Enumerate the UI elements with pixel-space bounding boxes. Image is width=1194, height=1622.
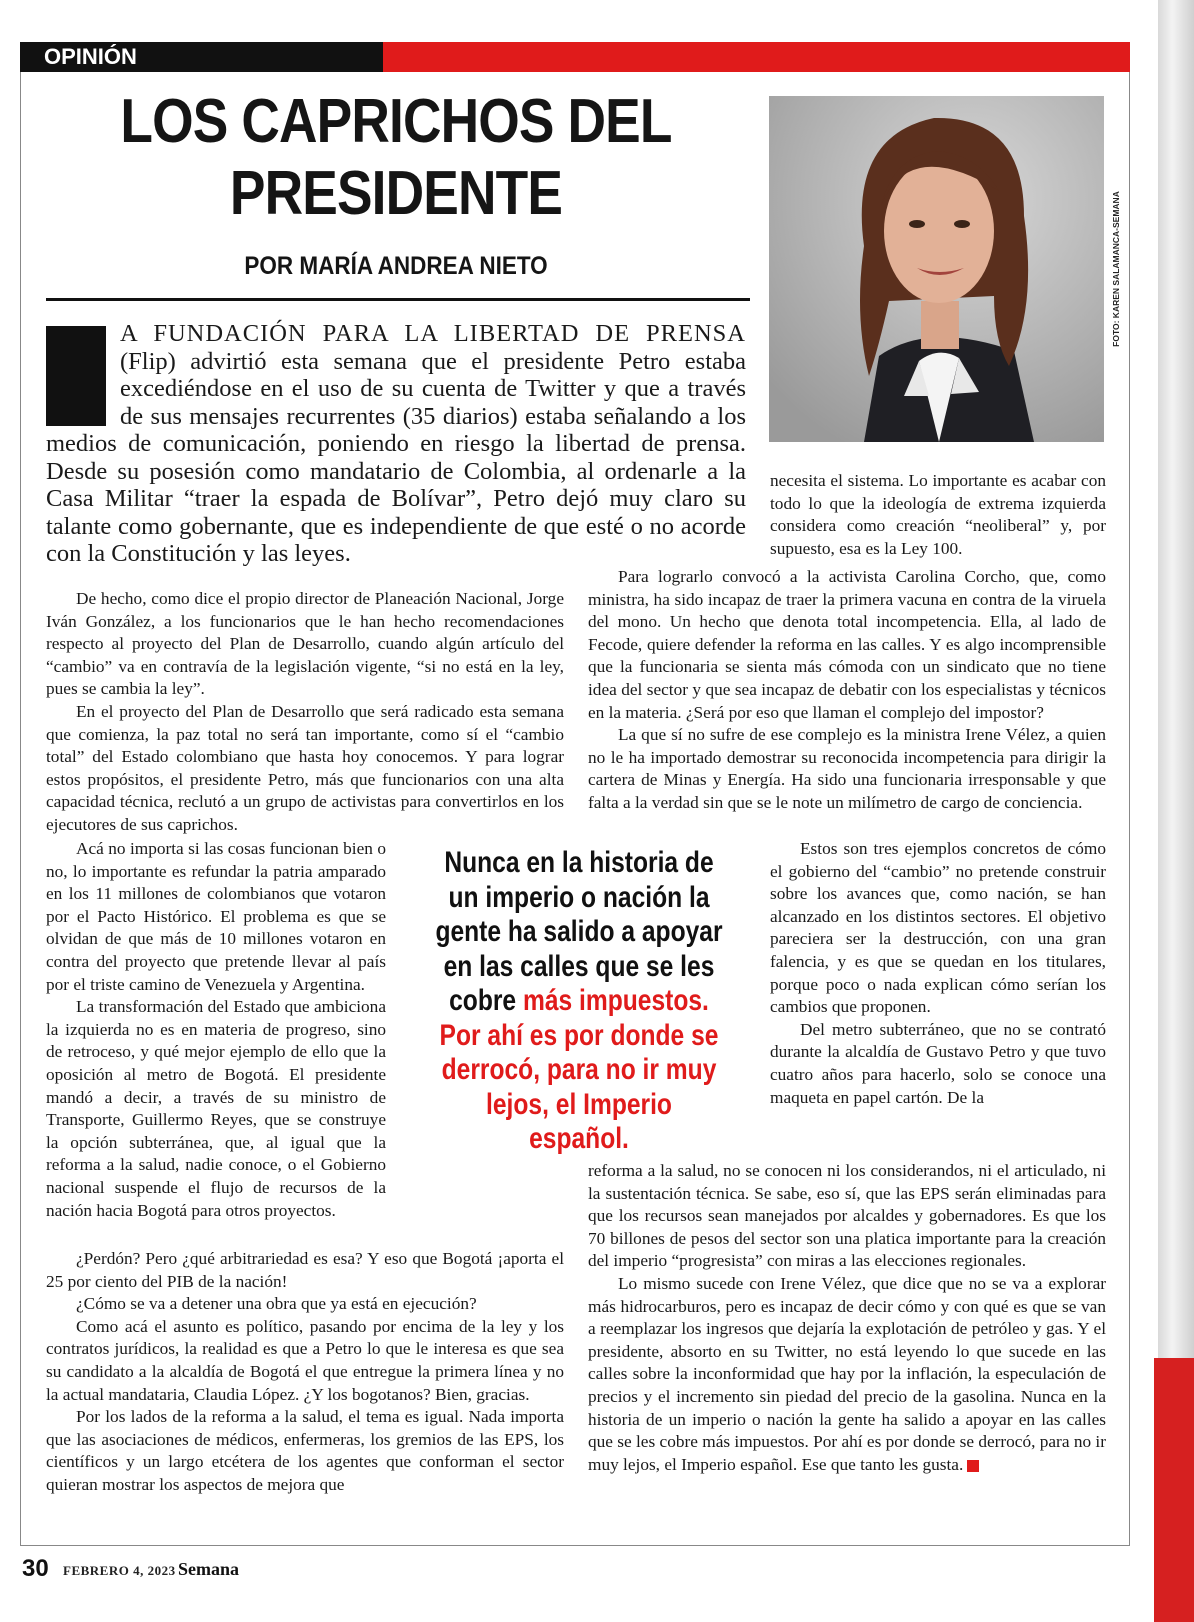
magazine-name: Semana [178,1559,240,1579]
author-photo [769,96,1104,442]
pull-quote-red: más impuestos. Por ahí es por donde se derrocó, para no ir muy lejos, el Imperio español. [439,984,719,1155]
column-left-mid [46,838,386,1220]
section-tag: OPINIÓN [20,42,383,72]
photo-credit [1108,96,1124,442]
drop-cap-L [46,326,106,426]
paragraph: ¿Perdón? Pero ¿qué arbitrariedad es esa? Y eso que Bogotá ¡aporta el 25 por ciento del PIB de la nación! [46,1249,564,1291]
column-right-top [770,470,1106,560]
intro-caps: A FUNDACIÓN PARA LA LIBERTAD DE PRENSA [120,320,746,347]
paragraph: La que sí no sufre de ese complejo es la ministra Irene Vélez, a quien no le ha importado demostrar su reconocida incompetencia para dirigir la cartera de Minas y Energía. Ha sido una funcionaria irresponsable y que falta a la verdad sin que se le note un milímetro de cargo de conciencia. [588,725,1106,812]
paragraph: Acá no importa si las cosas funcionan bien o no, lo importante es refundar la patria amparado en los 11 millones de colombianos que votaron por el Pacto Histórico. El problema es que se olvidan de que más de 10 millones votaron en contra del proyecto que pretende llevar al país por el triste camino de Venezuela y Argentina. [46,839,386,994]
pull-quote [434,846,724,1157]
column-middle-top [588,566,1106,815]
end-mark-icon [967,1460,979,1472]
byline: POR MARÍA ANDREA NIETO [244,252,548,280]
paragraph: necesita el sistema. Lo importante es acabar con todo lo que la ideología de extrema izquierda considera como creación “neoliberal” y, por supuesto, esa es la Ley 100. [770,471,1106,558]
paragraph: En el proyecto del Plan de Desarrollo que será radicado esta semana que comienza, la paz total no será tan importante, como sí el “cambio total” del Estado colombiano que hasta hoy conocemos. Y para lograr estos propósitos, el presidente Petro, más que funcionarios con una alta capacidad técnica, reclutó a un grupo de activistas para convertirlos en los ejecutores de sus caprichos. [46,701,564,834]
issue-date: FEBRERO 4, 2023 [63,1563,176,1578]
next-page-red-edge [1154,1358,1194,1622]
paragraph: ¿Cómo se va a detener una obra que ya está en ejecución? [76,1294,477,1314]
paragraph: Como acá el asunto es político, pasando por encima de la ley y los contratos jurídicos, la realidad es que a Petro lo que le interesa es que sea su candidato a la alcaldía de Bogotá el que entregue la primera línea y no la actual mandataria, Claudia López. ¿Y los bogotanos? Bien, gracias. [46,1316,564,1404]
paragraph: Del metro subterráneo, que no se contrató durante la alcaldía de Gustavo Petro y que tuvo cuatro años para hacerlo, solo se conoce una maqueta en papel cartón. De la [770,1019,1106,1107]
photo-credit-text: FOTO: KAREN SALAMANCA-SEMANA [1111,191,1121,347]
paragraph: Por los lados de la reforma a la salud, el tema es igual. Nada importa que las asociaciones de médicos, enfermeras, los gremios de las EPS, los científicos y un largo etcétera de los agentes que conforman el sector quieran mostrar los aspectos de mejora que [46,1407,564,1494]
paragraph: Para lograrlo convocó a la activista Carolina Corcho, que, como ministra, ha sido incapaz de traer la primera vacuna en contra de la viruela del mono. Un hecho que denota total incompetencia. Ella, al lado de Fecode, quiere defender la reforma en las calles. Y es algo incomprensible que la funcionaria se sienta más cómoda con un sindicato que no tiene idea del sector y que sea incapaz de debatir con los especialistas y técnicos en la materia. ¿Será por eso que llaman el complejo del impostor? [588,567,1106,722]
intro-paragraph [46,320,746,568]
final-paragraph-text: Lo mismo sucede con Irene Vélez, que dice que no se va a explorar más hidrocarburos, pero es incapaz de decir cómo y con qué es que se van a reemplazar los ingresos que dejaría la explotación de petróleo y gas. Y el presidente, absorto en su Twitter, no está leyendo lo que sucede en las calles sobre la inconformidad que hay por la inflación, la especulación de precios y el incremento sin piedad del precio de la gasolina. Nunca en la historia de un imperio o nación la gente ha salido a apoyar en las calles que se les cobre más impuestos. Por ahí es por donde se derrocó, para no ir muy lejos, el Imperio español. Ese que tanto les gusta. [588,1273,1106,1474]
byline-rule [46,298,750,301]
paragraph: reforma a la salud, no se conocen ni los considerandos, ni el articulado, ni la sustentación técnica. Se sabe, eso sí, que las EPS serán eliminadas para que los recursos sean manejados por alcaldes y gobernadores. Es que los 70 billones de pesos del sector son una platica importante para la creación del imperio “progresista” con miras a las elecciones regionales. [588,1161,1106,1271]
paragraph [588,1273,1106,1476]
paragraph: De hecho, como dice el propio director de Planeación Nacional, Jorge Iván González, a los funcionarios que le han hecho recomendaciones respecto al proyecto del Plan de Desarrollo, cuando algún artículo del “cambio” va en contravía de la legislación vigente, “si no está en la ley, pues se cambia la ley”. [46,589,564,699]
column-middle-bottom [588,1160,1106,1530]
column-left-bottom [46,1248,564,1518]
headline: LOS CAPRICHOS DEL PRESIDENTE [120,87,672,228]
column-right-mid [770,838,1106,1158]
page-number: 30 [22,1555,49,1582]
paragraph: Estos son tres ejemplos concretos de cómo el gobierno del “cambio” no pretende construir sobre los avances que, como nación, se han alcanzado en los distintos sectores. El objetivo pareciera ser la destrucción, con una gran falencia, y es que se quedan en los titulares, porque poco o nada explican cómo serían los cambios que proponen. [770,839,1106,1017]
portrait-illustration [769,96,1104,442]
paragraph: La transformación del Estado que ambiciona la izquierda no es en materia de progreso, sino de retroceso, y qué mejor ejemplo de ello que la oposición al metro de Bogotá. El presidente mandó a decir, a través de su ministro de Transporte, Guillermo Reyes, que se construye la opción subterránea, que, al igual que la reforma a la salud, nadie conoce, o el Gobierno nacional suspende el flujo de recursos de la nación hacia Bogotá para otros proyectos. [46,997,386,1220]
pull-quote-black: Nunca en la historia de un imperio o nación la gente ha salido a apoyar en las calles que se les cobre [435,846,723,1017]
intro-text: (Flip) advirtió esta semana que el presidente Petro estaba excediéndose en el uso de su cuenta de Twitter y que a través de sus mensajes recurrentes (35 diarios) estaba señalando a los medios de comunicación, poniendo en riesgo la libertad de prensa. Desde su posesión como mandatario de Colombia, al ordenarle a la Casa Militar “traer la espada de Bolívar”, Petro dejó muy claro su talante como gobernante, que es independiente de que esté o no acorde con la Constitución y las leyes. [46,347,746,567]
column-left-top [46,588,564,837]
